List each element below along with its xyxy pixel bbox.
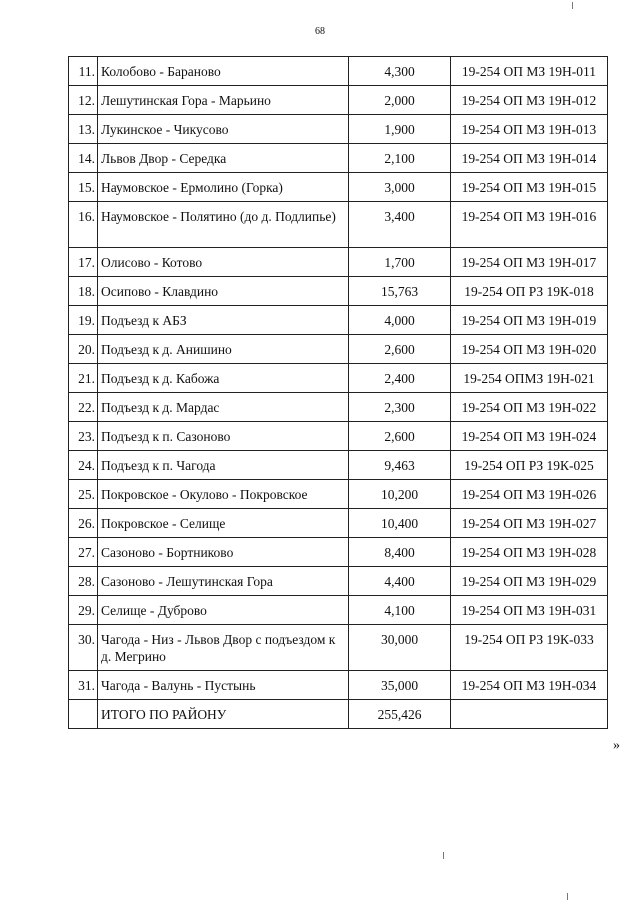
road-length: 9,463	[349, 451, 451, 480]
road-length: 2,300	[349, 393, 451, 422]
row-number: 23.	[69, 422, 98, 451]
scan-mark	[443, 852, 444, 859]
road-length: 35,000	[349, 671, 451, 700]
road-code: 19-254 ОП МЗ 19Н-027	[451, 509, 608, 538]
road-length: 1,900	[349, 115, 451, 144]
table-row	[69, 248, 608, 277]
road-code: 19-254 ОП МЗ 19Н-028	[451, 538, 608, 567]
road-length: 3,400	[349, 202, 451, 248]
row-number: 20.	[69, 335, 98, 364]
road-name: Наумовское - Ермолино (Горка)	[98, 173, 349, 202]
roads-table	[68, 56, 608, 729]
table-row	[69, 115, 608, 144]
road-name: Олисово - Котово	[98, 248, 349, 277]
total-num-cell	[69, 700, 98, 729]
table-row	[69, 335, 608, 364]
road-code: 19-254 ОП МЗ 19Н-019	[451, 306, 608, 335]
road-name: Подъезд к АБЗ	[98, 306, 349, 335]
row-number: 28.	[69, 567, 98, 596]
road-name: Осипово - Клавдино	[98, 277, 349, 306]
road-name: Львов Двор - Середка	[98, 144, 349, 173]
road-code: 19-254 ОП МЗ 19Н-016	[451, 202, 608, 248]
total-length: 255,426	[349, 700, 451, 729]
road-code: 19-254 ОП МЗ 19Н-029	[451, 567, 608, 596]
road-code: 19-254 ОП РЗ 19К-018	[451, 277, 608, 306]
table-row	[69, 480, 608, 509]
closing-quote: »	[613, 738, 620, 753]
road-code: 19-254 ОП МЗ 19Н-015	[451, 173, 608, 202]
road-code: 19-254 ОП МЗ 19Н-020	[451, 335, 608, 364]
row-number: 25.	[69, 480, 98, 509]
road-code: 19-254 ОП МЗ 19Н-026	[451, 480, 608, 509]
road-name: Подъезд к д. Кабожа	[98, 364, 349, 393]
row-number: 11.	[69, 57, 98, 86]
road-code: 19-254 ОП МЗ 19Н-013	[451, 115, 608, 144]
roads-table-body	[69, 57, 608, 700]
road-name: Сазоново - Лешутинская Гора	[98, 567, 349, 596]
table-row	[69, 393, 608, 422]
road-length: 4,000	[349, 306, 451, 335]
row-number: 16.	[69, 202, 98, 248]
page-number: 68	[315, 26, 325, 37]
road-name: Покровское - Селище	[98, 509, 349, 538]
table-row	[69, 596, 608, 625]
road-length: 3,000	[349, 173, 451, 202]
table-row	[69, 422, 608, 451]
scan-mark	[567, 893, 568, 900]
road-name: Лукинское - Чикусово	[98, 115, 349, 144]
road-code: 19-254 ОПМЗ 19Н-021	[451, 364, 608, 393]
road-name: Подъезд к п. Чагода	[98, 451, 349, 480]
road-length: 4,400	[349, 567, 451, 596]
row-number: 26.	[69, 509, 98, 538]
total-row	[69, 700, 608, 729]
table-row	[69, 202, 608, 248]
row-number: 27.	[69, 538, 98, 567]
row-number: 14.	[69, 144, 98, 173]
table-row	[69, 625, 608, 671]
road-name: Подъезд к п. Сазоново	[98, 422, 349, 451]
road-code: 19-254 ОП МЗ 19Н-012	[451, 86, 608, 115]
row-number: 31.	[69, 671, 98, 700]
row-number: 13.	[69, 115, 98, 144]
table-row	[69, 277, 608, 306]
road-name: Подъезд к д. Анишино	[98, 335, 349, 364]
table-row	[69, 57, 608, 86]
road-length: 30,000	[349, 625, 451, 671]
road-length: 2,100	[349, 144, 451, 173]
road-name: Лешутинская Гора - Марьино	[98, 86, 349, 115]
scan-mark	[572, 2, 573, 9]
road-code: 19-254 ОП РЗ 19К-025	[451, 451, 608, 480]
road-length: 10,200	[349, 480, 451, 509]
road-length: 15,763	[349, 277, 451, 306]
row-number: 12.	[69, 86, 98, 115]
road-length: 4,100	[349, 596, 451, 625]
row-number: 29.	[69, 596, 98, 625]
road-code: 19-254 ОП МЗ 19Н-031	[451, 596, 608, 625]
road-length: 2,000	[349, 86, 451, 115]
table-row	[69, 306, 608, 335]
table-row	[69, 364, 608, 393]
road-length: 4,300	[349, 57, 451, 86]
road-code: 19-254 ОП МЗ 19Н-014	[451, 144, 608, 173]
road-name: Покровское - Окулово - Покровское	[98, 480, 349, 509]
road-name: Чагода - Валунь - Пустынь	[98, 671, 349, 700]
road-code: 19-254 ОП МЗ 19Н-017	[451, 248, 608, 277]
row-number: 15.	[69, 173, 98, 202]
road-name: Подъезд к д. Мардас	[98, 393, 349, 422]
road-code: 19-254 ОП МЗ 19Н-034	[451, 671, 608, 700]
road-length: 2,400	[349, 364, 451, 393]
road-code: 19-254 ОП РЗ 19К-033	[451, 625, 608, 671]
road-code: 19-254 ОП МЗ 19Н-011	[451, 57, 608, 86]
row-number: 18.	[69, 277, 98, 306]
table-row	[69, 671, 608, 700]
road-length: 10,400	[349, 509, 451, 538]
row-number: 17.	[69, 248, 98, 277]
table-row	[69, 567, 608, 596]
road-length: 2,600	[349, 422, 451, 451]
table-row	[69, 144, 608, 173]
table-row	[69, 173, 608, 202]
road-length: 2,600	[349, 335, 451, 364]
table-row	[69, 538, 608, 567]
road-name: Сазоново - Бортниково	[98, 538, 349, 567]
table-row	[69, 509, 608, 538]
row-number: 24.	[69, 451, 98, 480]
row-number: 19.	[69, 306, 98, 335]
road-length: 8,400	[349, 538, 451, 567]
total-code-cell	[451, 700, 608, 729]
table-row	[69, 451, 608, 480]
road-code: 19-254 ОП МЗ 19Н-024	[451, 422, 608, 451]
row-number: 22.	[69, 393, 98, 422]
total-label: ИТОГО ПО РАЙОНУ	[98, 700, 349, 729]
road-name: Селище - Дуброво	[98, 596, 349, 625]
road-name: Колобово - Бараново	[98, 57, 349, 86]
road-length: 1,700	[349, 248, 451, 277]
row-number: 21.	[69, 364, 98, 393]
row-number: 30.	[69, 625, 98, 671]
table-row	[69, 86, 608, 115]
road-code: 19-254 ОП МЗ 19Н-022	[451, 393, 608, 422]
road-name: Наумовское - Полятино (до д. Подлипье)	[98, 202, 349, 248]
road-name: Чагода - Низ - Львов Двор с подъездом к д. Мегрино	[98, 625, 349, 671]
